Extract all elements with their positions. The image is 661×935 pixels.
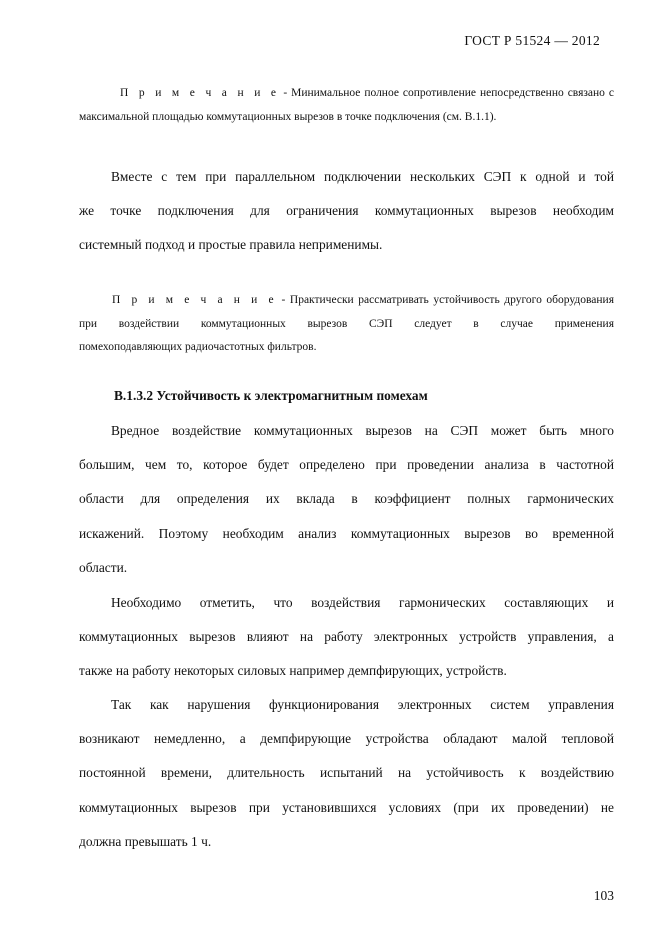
paragraph-line: возникают немедленно, а демпфирующие устройства обладают малой тепловой — [79, 731, 614, 747]
page-number: 103 — [593, 888, 614, 903]
note-line: максимальной площадью коммутационных вырезов в точке подключения (см. В.1.1). — [79, 110, 497, 123]
paragraph-line: должна превышать 1 ч. — [79, 833, 212, 849]
note-text: - Минимальное полное сопротивление непосредственно связано с — [279, 87, 615, 99]
note-line — [79, 289, 614, 313]
paragraph-harmful-effect — [79, 414, 614, 585]
paragraph-line: же точке подключения для ограничения коммутационных вырезов необходим — [79, 203, 614, 219]
note-other-equipment — [79, 289, 614, 360]
paragraph-line: Так как нарушения функционирования электронных систем управления — [111, 697, 614, 712]
note-minimal-impedance — [79, 82, 614, 129]
paragraph-line: Необходимо отметить, что воздействия гармонических составляющих и — [111, 595, 614, 610]
note-label: П р и м е ч а н и е — [112, 294, 277, 306]
paragraph-line: искажений. Поэтому необходим анализ коммутационных вырезов во временной — [79, 525, 614, 541]
note-line: при воздействии коммутационных вырезов СЭП следует в случае применения — [79, 317, 614, 330]
paragraph-line: системный подход и простые правила неприменимы. — [79, 237, 383, 253]
paragraph-harmonic-influence — [79, 586, 614, 689]
note-text: - Практически рассматривать устойчивость другого оборудования — [276, 294, 614, 306]
note-line: помехоподавляющих радиочастотных фильтров. — [79, 341, 317, 353]
paragraph-line: постоянной времени, длительность испытаний на устойчивость к воздействию — [79, 765, 614, 781]
note-line — [79, 82, 614, 106]
paragraph-line: большим, чем то, которое будет определено при проведении анализа в частотной — [79, 457, 614, 473]
standard-header: ГОСТ Р 51524 — 2012 — [464, 33, 600, 48]
paragraph-line: коммутационных вырезов влияют на работу электронных устройств управления, а — [79, 629, 614, 645]
paragraph-test-duration — [79, 688, 614, 859]
paragraph-line: области для определения их вклада в коэффициент полных гармонических — [79, 491, 614, 507]
paragraph-line: также на работу некоторых силовых например демпфирующих, устройств. — [79, 663, 507, 679]
paragraph-line: области. — [79, 559, 128, 575]
paragraph-line: Вместе с тем при параллельном подключении нескольких СЭП к одной и той — [111, 169, 614, 184]
section-heading: В.1.3.2 Устойчивость к электромагнитным помехам — [114, 388, 428, 403]
paragraph-line: Вредное воздействие коммутационных вырезов на СЭП может быть много — [111, 423, 614, 438]
note-label: П р и м е ч а н и е — [120, 87, 280, 99]
paragraph-parallel-connection — [79, 160, 614, 263]
paragraph-line: коммутационных вырезов при установившихся условиях (при их проведении) не — [79, 799, 614, 815]
